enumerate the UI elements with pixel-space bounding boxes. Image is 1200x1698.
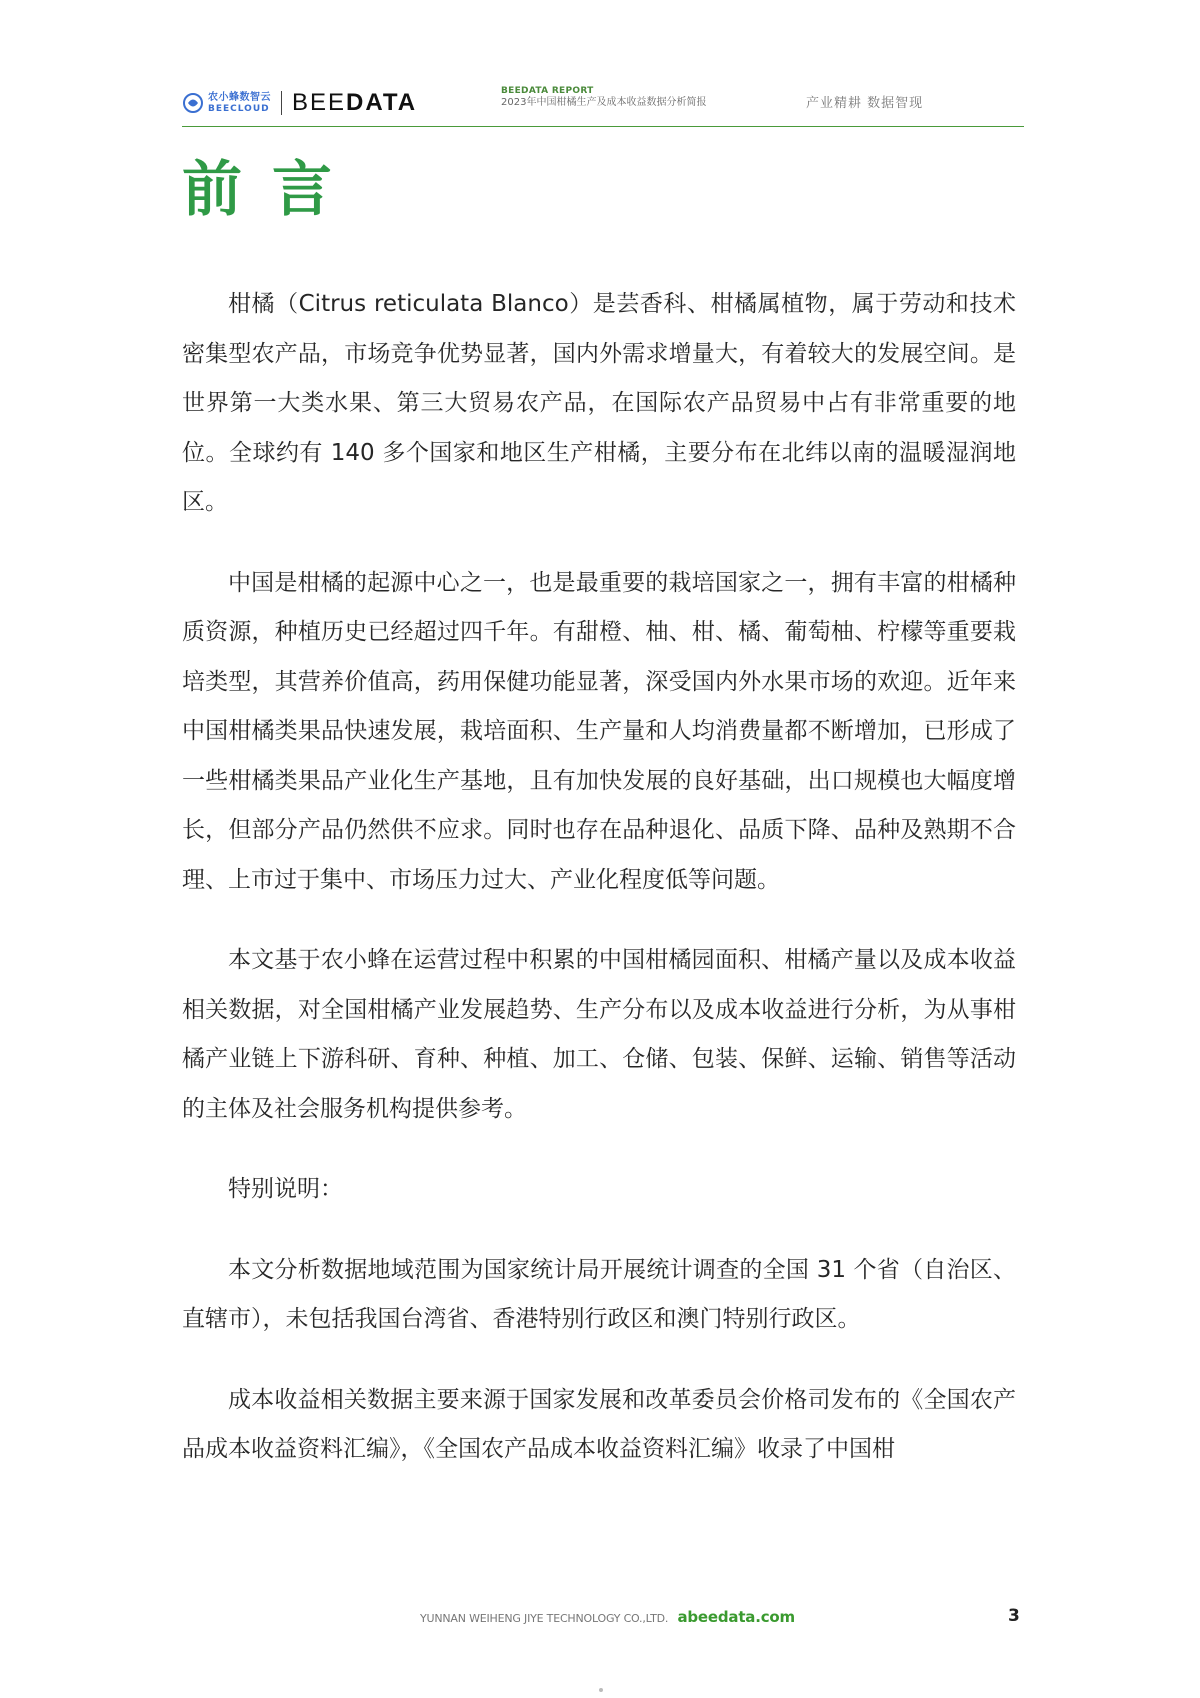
brand-divider — [281, 91, 282, 115]
footer-website: abeedata.com — [677, 1608, 795, 1626]
page-number: 3 — [1008, 1606, 1020, 1626]
paragraph: 本文基于农小蜂在运营过程中积累的中国柑橘园面积、柑橘产量以及成本收益相关数据，对全国柑橘产业发展趋势、生产分布以及成本收益进行分析，为从事柑橘产业链上下游科研、育种、种植、加工、仓储、包装、保鲜、运输、销售等活动的主体及社会服务机构提供参考。 — [182, 947, 1016, 1122]
header-slogan: 产业精耕 数据智现 — [806, 96, 924, 111]
paragraph: 本文分析数据地域范围为国家统计局开展统计调查的全国 31 个省（自治区、直辖市），未包括我国台湾省、香港特别行政区和澳门特别行政区。 — [182, 1256, 1016, 1332]
page-header — [182, 84, 1024, 128]
report-label: BEEDATA REPORT — [501, 86, 594, 96]
paragraph: 柑橘（Citrus reticulata Blanco）是芸香科、柑橘属植物，属于劳动和技术密集型农产品，市场竞争优势显著，国内外需求增量大，有着较大的发展空间。是世界第一大类水果、第三大贸易农产品，在国际农产品贸易中占有非常重要的地位。全球约有 140 多个国家和地区生产柑橘，主要分布在北纬以南的温暖湿润地区。 — [182, 291, 1016, 515]
brand-name-en: BEECLOUD — [208, 103, 270, 114]
page-title: 前言 — [182, 155, 362, 225]
paragraph: 中国是柑橘的起源中心之一，也是最重要的栽培国家之一，拥有丰富的柑橘种质资源，种植历史已经超过四千年。有甜橙、柚、柑、橘、葡萄柚、柠檬等重要栽培类型，其营养价值高，药用保健功能显著，深受国内外水果市场的欢迎。近年来中国柑橘类果品快速发展，栽培面积、生产量和人均消费量都不断增加，已形成了一些柑橘类果品产业化生产基地，且有加快发展的良好基础，出口规模也大幅度增长，但部分产品仍然供不应求。同时也存在品种退化、品质下降、品种及熟期不合理、上市过于集中、市场压力过大、产业化程度低等问题。 — [182, 569, 1016, 893]
report-heading — [501, 86, 706, 110]
page-footer — [420, 1608, 795, 1626]
brand-logo — [182, 86, 417, 120]
scroll-dot — [599, 1688, 603, 1692]
bee-logo-icon — [182, 92, 204, 114]
brand-wordmark: BEEDATA — [292, 89, 418, 116]
report-title: 2023年中国柑橘生产及成本收益数据分析简报 — [501, 97, 707, 109]
header-divider — [182, 126, 1024, 127]
paragraph: 成本收益相关数据主要来源于国家发展和改革委员会价格司发布的《全国农产品成本收益资料汇编》，《全国农产品成本收益资料汇编》收录了中国柑 — [182, 1386, 1016, 1462]
brand-name-cn: 农小蜂数智云 — [208, 91, 271, 103]
special-note-heading: 特别说明： — [228, 1176, 343, 1202]
footer-company: YUNNAN WEIHENG JIYE TECHNOLOGY CO.,LTD. — [420, 1612, 669, 1625]
body-content — [182, 280, 1016, 1506]
